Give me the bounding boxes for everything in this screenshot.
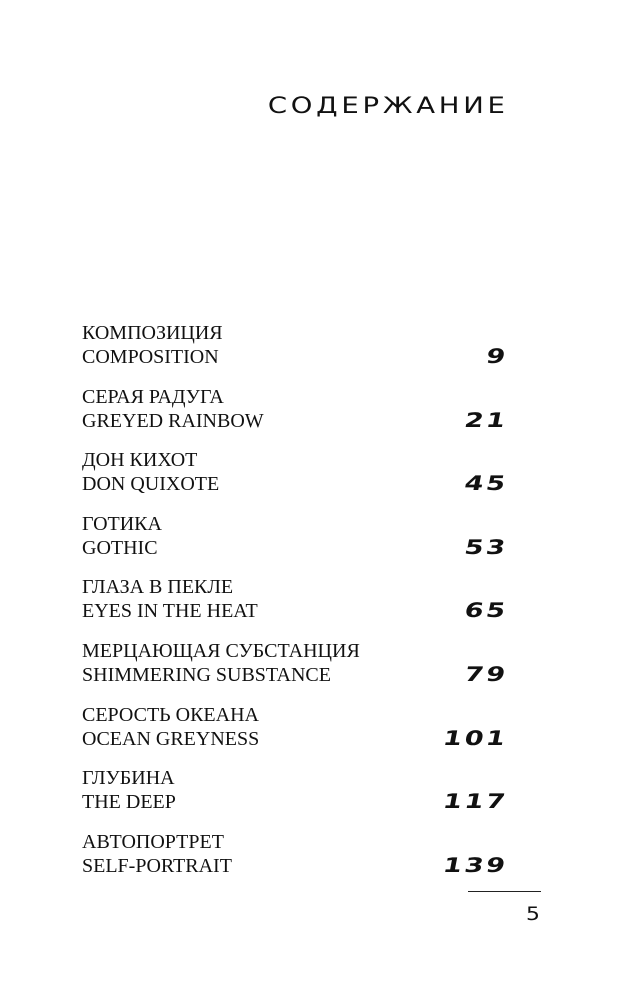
toc-title-ru: СЕРОСТЬ ОКЕАНА xyxy=(82,703,259,726)
toc-title-en: SHIMMERING SUBSTANCE xyxy=(82,663,331,686)
page-number: 5 xyxy=(526,903,540,925)
toc-page-number: 101 xyxy=(441,725,511,750)
toc-entry[interactable] xyxy=(82,321,511,369)
toc-page-number: 53 xyxy=(462,534,511,559)
toc-title-en: EYES IN THE HEAT xyxy=(82,600,258,623)
toc-title-en: SELF-PORTRAIT xyxy=(82,854,232,877)
toc-title-ru: ГЛАЗА В ПЕКЛЕ xyxy=(82,576,234,599)
toc-entry[interactable] xyxy=(82,385,511,433)
table-of-contents xyxy=(82,321,511,893)
toc-title-ru: АВТОПОРТРЕТ xyxy=(82,830,224,853)
toc-title-en: THE DEEP xyxy=(82,791,176,814)
toc-page-number: 9 xyxy=(484,344,511,368)
toc-entry[interactable] xyxy=(82,830,511,878)
toc-entry[interactable] xyxy=(82,766,511,814)
page-title: СОДЕРЖАНИЕ xyxy=(268,94,509,119)
toc-title-en: GOTHIC xyxy=(82,536,158,559)
toc-title-en: GREYED RAINBOW xyxy=(82,409,264,432)
toc-entry[interactable] xyxy=(82,703,511,751)
toc-title-en: COMPOSITION xyxy=(82,346,219,368)
toc-entry[interactable] xyxy=(82,512,511,560)
toc-entry[interactable] xyxy=(82,575,511,623)
toc-page-number: 45 xyxy=(462,471,511,496)
toc-title-en: DON QUIXOTE xyxy=(82,473,220,496)
footer-rule xyxy=(468,891,541,892)
toc-entry[interactable] xyxy=(82,639,511,687)
toc-page-number: 139 xyxy=(441,852,511,877)
toc-entry[interactable] xyxy=(82,448,511,496)
toc-page-number: 79 xyxy=(462,661,511,686)
toc-title-ru: ГЛУБИНА xyxy=(82,767,175,790)
toc-title-ru: СЕРАЯ РАДУГА xyxy=(82,385,224,408)
toc-page-number: 65 xyxy=(462,598,511,623)
toc-title-ru: ГОТИКА xyxy=(82,512,162,535)
toc-page-number: 117 xyxy=(441,789,511,814)
toc-page-number: 21 xyxy=(462,407,511,432)
toc-title-en: OCEAN GREYNESS xyxy=(82,727,260,750)
toc-title-ru: КОМПОЗИЦИЯ xyxy=(82,322,223,344)
toc-title-ru: МЕРЦАЮЩАЯ СУБСТАНЦИЯ xyxy=(82,639,360,662)
toc-title-ru: ДОН КИХОТ xyxy=(82,449,198,472)
